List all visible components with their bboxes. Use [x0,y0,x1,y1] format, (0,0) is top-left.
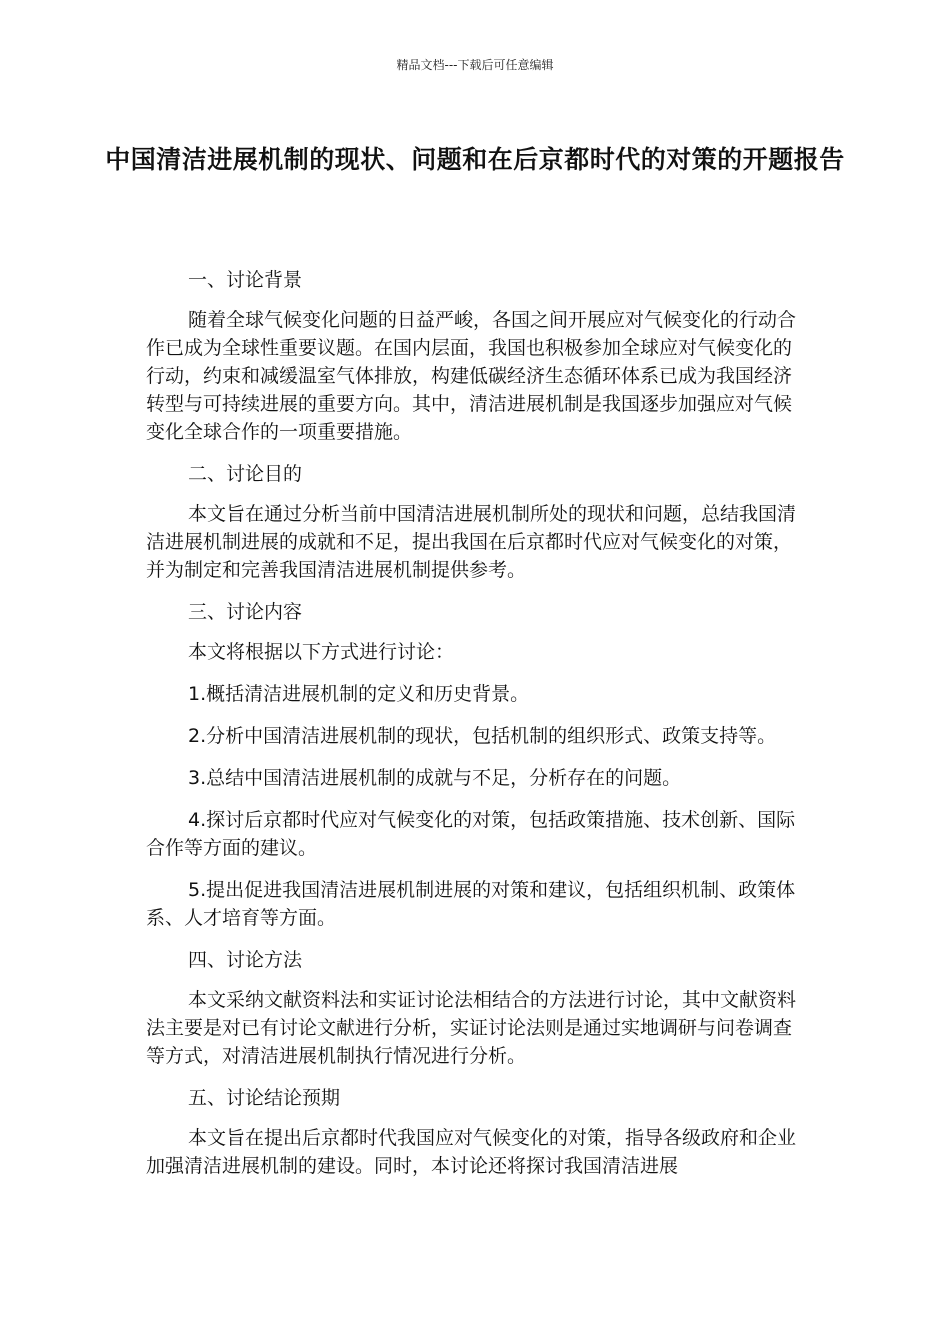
list-item-content-3: 3.总结中国清洁进展机制的成就与不足，分析存在的问题。 [188,767,682,789]
page-header: 精品文档---下载后可任意编辑 [396,58,554,72]
paragraph-content-intro: 本文将根据以下方式进行讨论： [188,641,455,663]
paragraph-background: 随着全球气候变化问题的日益严峻，各国之间开展应对气候变化的行动合作已成为全球性重要议题。在国内层面，我国也积极参加全球应对气候变化的行动，约束和减缓温室气体排放，构建低碳经济生态循环体系已成为我国经济转型与可持续进展的重要方向。其中，清洁进展机制是我国逐步加强应对气候变化全球合作的一项重要措施。 [146,309,797,443]
paragraph-purpose: 本文旨在通过分析当前中国清洁进展机制所处的现状和问题，总结我国清洁进展机制进展的成就和不足，提出我国在后京都时代应对气候变化的对策，并为制定和完善我国清洁进展机制提供参考。 [146,503,797,581]
section-heading-purpose: 二、讨论目的 [188,463,303,485]
list-item-content-5: 5.提出促进我国清洁进展机制进展的对策和建议，包括组织机制、政策体系、人才培育等方面。 [146,879,796,929]
document-body [146,266,806,1194]
paragraph-method: 本文采纳文献资料法和实证讨论法相结合的方法进行讨论，其中文献资料法主要是对已有讨论文献进行分析，实证讨论法则是通过实地调研与问卷调查等方式，对清洁进展机制执行情况进行分析。 [146,989,797,1067]
section-heading-method: 四、讨论方法 [188,949,303,971]
list-item-content-2: 2.分析中国清洁进展机制的现状，包括机制的组织形式、政策支持等。 [188,725,777,747]
list-item-content-1: 1.概括清洁进展机制的定义和历史背景。 [188,683,530,705]
paragraph-expected-conclusion: 本文旨在提出后京都时代我国应对气候变化的对策，指导各级政府和企业加强清洁进展机制的建设。同时，本讨论还将探讨我国清洁进展 [146,1127,797,1177]
section-heading-expected-conclusion: 五、讨论结论预期 [188,1087,341,1109]
section-heading-content: 三、讨论内容 [188,601,303,623]
section-heading-background: 一、讨论背景 [188,269,303,291]
document-title: 中国清洁进展机制的现状、问题和在后京都时代的对策的开题报告 [105,145,845,174]
list-item-content-4: 4.探讨后京都时代应对气候变化的对策，包括政策措施、技术创新、国际合作等方面的建议。 [146,809,796,859]
